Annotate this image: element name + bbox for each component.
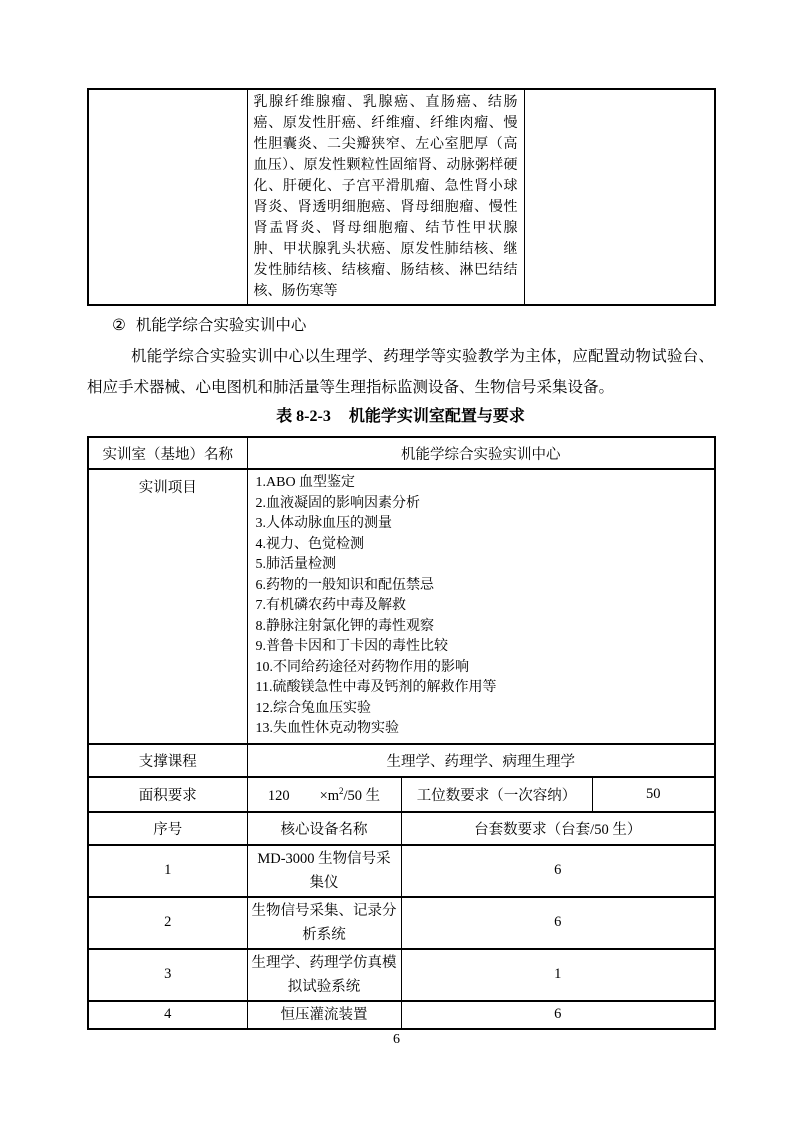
table-row xyxy=(88,897,715,949)
training-items-row xyxy=(88,469,715,744)
list-item: 4.视力、色觉检测 xyxy=(255,536,364,552)
area-unit-superscript: 2 xyxy=(339,785,344,796)
list-item: 10.不同给药途径对药物作用的影响 xyxy=(255,659,469,675)
equipment-name: MD-3000 生物信号采集仪 xyxy=(247,845,401,897)
area-unit-prefix: ×m xyxy=(319,787,340,804)
equipment-qty: 6 xyxy=(401,1001,715,1029)
page-content xyxy=(87,88,714,1030)
area-value: 120 xyxy=(267,787,290,804)
list-item: 8.静脉注射氯化钾的毒性观察 xyxy=(255,618,434,634)
table-row xyxy=(88,845,715,897)
list-item: 9.普鲁卡因和丁卡因的毒性比较 xyxy=(255,639,448,654)
list-item: 12.综合兔血压实验 xyxy=(255,700,371,716)
page-number: 6 xyxy=(393,1032,400,1047)
courses-value-cell: 生理学、药理学、病理生理学 xyxy=(247,744,715,777)
continued-table xyxy=(87,88,716,306)
equipment-name: 生理学、药理学仿真模拟试验系统 xyxy=(247,949,401,1001)
equipment-qty: 1 xyxy=(401,949,715,1001)
header-name-cell: 核心设备名称 xyxy=(247,812,401,845)
equipment-no: 1 xyxy=(88,845,247,897)
area-value-cell xyxy=(247,777,401,812)
list-item: 11.硫酸镁急性中毒及钙剂的解救作用等 xyxy=(255,680,497,695)
continued-table-content-cell: 乳腺纤维腺瘤、乳腺癌、直肠癌、结肠癌、原发性肝癌、纤维瘤、纤维肉瘤、慢性胆囊炎、二尖瓣狭窄、左心室肥厚（高血压）、原发性颗粒性固缩肾、动脉粥样硬化、肝硬化、子宫平滑肌瘤、急性肾小球肾炎、肾透明细胞癌、肾母细胞瘤、慢性肾盂肾炎、肾母细胞瘤、结节性甲状腺肿、甲状腺乳头状癌、原发性肺结核、继发性肺结核、结核瘤、肠结核、淋巴结结核、肠伤寒等 xyxy=(247,89,524,305)
equipment-no: 4 xyxy=(88,1001,247,1029)
list-item: 5.肺活量检测 xyxy=(255,557,336,572)
equipment-qty: 6 xyxy=(401,897,715,949)
room-name-row xyxy=(88,437,715,469)
area-label-cell: 面积要求 xyxy=(88,777,247,812)
courses-row xyxy=(88,744,715,777)
header-no-cell: 序号 xyxy=(88,812,247,845)
list-item: 7.有机磷农药中毒及解救 xyxy=(255,598,406,613)
equipment-no: 2 xyxy=(88,897,247,949)
section-paragraph: 机能学综合实验实训中心以生理学、药理学等实验教学为主体，应配置动物试验台、相应手术器械、心电图机和肺活量等生理指标监测设备、生物信号采集设备。 xyxy=(87,348,714,396)
stations-label-cell: 工位数要求（一次容纳） xyxy=(401,777,592,812)
equipment-header-row xyxy=(88,812,715,845)
area-row xyxy=(88,777,715,812)
items-list-cell xyxy=(247,469,715,744)
equipment-name: 恒压灌流装置 xyxy=(247,1001,401,1029)
room-value-cell: 机能学综合实验实训中心 xyxy=(247,437,715,469)
area-unit xyxy=(319,785,381,804)
section-heading-text: 机能学综合实验实训中心 xyxy=(135,317,307,334)
table-row xyxy=(88,1001,715,1029)
continued-table-right-cell xyxy=(524,89,715,305)
section-heading xyxy=(87,310,714,341)
config-table xyxy=(87,436,716,1030)
equipment-name: 生物信号采集、记录分析系统 xyxy=(247,897,401,949)
table-caption-label: 表 8-2-3 xyxy=(276,408,331,425)
table-caption xyxy=(87,406,714,428)
list-item: 3.人体动脉血压的测量 xyxy=(255,516,392,531)
stations-value-cell: 50 xyxy=(592,777,715,812)
equipment-no: 3 xyxy=(88,949,247,1001)
equipment-qty: 6 xyxy=(401,845,715,897)
list-item: 13.失血性休克动物实验 xyxy=(255,721,399,736)
list-item: 6.药物的一般知识和配伍禁忌 xyxy=(255,577,434,593)
section-item-marker: ② xyxy=(112,317,126,334)
items-label-cell: 实训项目 xyxy=(88,469,247,744)
list-item: 2.血液凝固的影响因素分析 xyxy=(255,495,420,511)
table-row xyxy=(88,89,715,305)
area-unit-suffix: /50 生 xyxy=(343,787,381,804)
table-row xyxy=(88,949,715,1001)
header-qty-cell: 台套数要求（台套/50 生） xyxy=(401,812,715,845)
continued-table-left-cell xyxy=(88,89,247,305)
courses-label-cell: 支撑课程 xyxy=(88,744,247,777)
room-label-cell: 实训室（基地）名称 xyxy=(88,437,247,469)
table-caption-title: 机能学实训室配置与要求 xyxy=(348,408,525,425)
list-item: 1.ABO 血型鉴定 xyxy=(255,475,356,490)
